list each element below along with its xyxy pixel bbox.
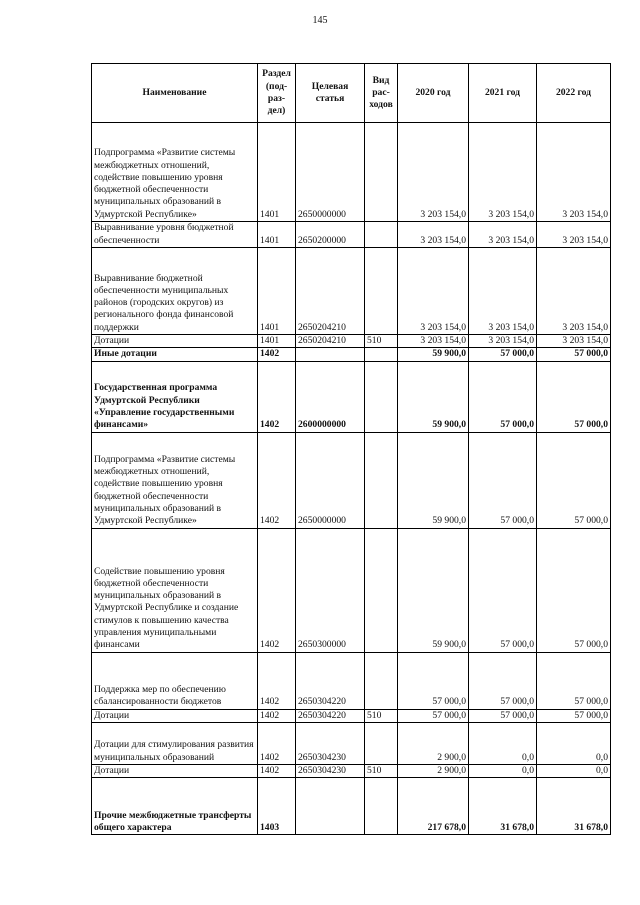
header-2020: 2020 год bbox=[398, 64, 469, 123]
row-2022: 57 000,0 bbox=[537, 348, 611, 361]
row-expense-type bbox=[365, 528, 398, 652]
row-expense-type: 510 bbox=[365, 335, 398, 348]
row-2022: 3 203 154,0 bbox=[537, 335, 611, 348]
row-2021: 57 000,0 bbox=[469, 361, 537, 432]
row-expense-type bbox=[365, 222, 398, 248]
table-row bbox=[92, 652, 611, 709]
row-target: 2650204210 bbox=[296, 248, 365, 335]
table-row bbox=[92, 432, 611, 528]
row-target: 2650204210 bbox=[296, 335, 365, 348]
row-name: Подпрограмма «Развитие системы межбюджетных отношений, содействие повышению уровня бюджетной обеспеченности муниципальных образований в Удмуртской Республике» bbox=[92, 123, 258, 222]
row-2020: 57 000,0 bbox=[398, 652, 469, 709]
row-section: 1402 bbox=[258, 348, 296, 361]
row-2022: 57 000,0 bbox=[537, 528, 611, 652]
row-2021: 0,0 bbox=[469, 764, 537, 777]
header-expense-type: Вид рас-ходов bbox=[365, 64, 398, 123]
row-name: Дотации bbox=[92, 709, 258, 722]
table-row bbox=[92, 764, 611, 777]
row-2022: 57 000,0 bbox=[537, 432, 611, 528]
header-2022: 2022 год bbox=[537, 64, 611, 123]
row-name: Прочие межбюджетные трансферты общего характера bbox=[92, 778, 258, 835]
row-target bbox=[296, 778, 365, 835]
table-row bbox=[92, 778, 611, 835]
row-2020: 59 900,0 bbox=[398, 348, 469, 361]
row-2022: 57 000,0 bbox=[537, 652, 611, 709]
row-name: Подпрограмма «Развитие системы межбюджетных отношений, содействие повышению уровня бюджетной обеспеченности муниципальных образований в Удмуртской Республике» bbox=[92, 432, 258, 528]
row-2022: 3 203 154,0 bbox=[537, 123, 611, 222]
row-2020: 59 900,0 bbox=[398, 361, 469, 432]
row-target: 2650304220 bbox=[296, 652, 365, 709]
row-section: 1401 bbox=[258, 248, 296, 335]
row-2021: 57 000,0 bbox=[469, 709, 537, 722]
row-expense-type bbox=[365, 652, 398, 709]
row-target: 2650000000 bbox=[296, 123, 365, 222]
row-section: 1402 bbox=[258, 432, 296, 528]
row-section: 1402 bbox=[258, 528, 296, 652]
row-2020: 3 203 154,0 bbox=[398, 222, 469, 248]
row-expense-type bbox=[365, 248, 398, 335]
row-2021: 0,0 bbox=[469, 722, 537, 764]
row-name: Дотации bbox=[92, 764, 258, 777]
row-2020: 2 900,0 bbox=[398, 764, 469, 777]
row-name: Дотации bbox=[92, 335, 258, 348]
row-2021: 3 203 154,0 bbox=[469, 335, 537, 348]
row-target: 2650304220 bbox=[296, 709, 365, 722]
row-target: 2650304230 bbox=[296, 764, 365, 777]
row-name: Выравнивание уровня бюджетной обеспеченности bbox=[92, 222, 258, 248]
row-expense-type bbox=[365, 722, 398, 764]
table-row bbox=[92, 335, 611, 348]
row-2020: 217 678,0 bbox=[398, 778, 469, 835]
row-2021: 3 203 154,0 bbox=[469, 123, 537, 222]
header-target: Целевая статья bbox=[296, 64, 365, 123]
row-2020: 3 203 154,0 bbox=[398, 123, 469, 222]
row-2022: 3 203 154,0 bbox=[537, 248, 611, 335]
row-2020: 59 900,0 bbox=[398, 528, 469, 652]
row-name: Поддержка мер по обеспечению сбалансированности бюджетов bbox=[92, 652, 258, 709]
row-name: Выравнивание бюджетной обеспеченности муниципальных районов (городских округов) из регионального фонда финансовой поддержки bbox=[92, 248, 258, 335]
row-name: Содействие повышению уровня бюджетной обеспеченности муниципальных образований в Удмуртской Республике и создание стимулов к повышению качества управления муниципальными финансами bbox=[92, 528, 258, 652]
row-target bbox=[296, 348, 365, 361]
row-2021: 57 000,0 bbox=[469, 432, 537, 528]
row-expense-type: 510 bbox=[365, 709, 398, 722]
row-section: 1402 bbox=[258, 361, 296, 432]
table-row bbox=[92, 123, 611, 222]
row-target: 2650304230 bbox=[296, 722, 365, 764]
row-2021: 3 203 154,0 bbox=[469, 222, 537, 248]
table-row bbox=[92, 722, 611, 764]
row-2022: 57 000,0 bbox=[537, 709, 611, 722]
row-2022: 57 000,0 bbox=[537, 361, 611, 432]
row-expense-type: 510 bbox=[365, 764, 398, 777]
row-target: 2650200000 bbox=[296, 222, 365, 248]
row-section: 1402 bbox=[258, 764, 296, 777]
table-header-row bbox=[92, 64, 611, 123]
row-section: 1402 bbox=[258, 722, 296, 764]
table-row bbox=[92, 248, 611, 335]
row-name: Дотации для стимулирования развития муниципальных образований bbox=[92, 722, 258, 764]
row-2022: 3 203 154,0 bbox=[537, 222, 611, 248]
row-expense-type bbox=[365, 348, 398, 361]
row-2020: 2 900,0 bbox=[398, 722, 469, 764]
row-expense-type bbox=[365, 432, 398, 528]
table-row bbox=[92, 222, 611, 248]
table-row bbox=[92, 348, 611, 361]
row-2020: 57 000,0 bbox=[398, 709, 469, 722]
row-2022: 0,0 bbox=[537, 764, 611, 777]
table-row bbox=[92, 528, 611, 652]
page-number: 145 bbox=[312, 15, 328, 26]
row-2022: 31 678,0 bbox=[537, 778, 611, 835]
table-row bbox=[92, 709, 611, 722]
header-2021: 2021 год bbox=[469, 64, 537, 123]
row-target: 2650300000 bbox=[296, 528, 365, 652]
header-name: Наименование bbox=[92, 64, 258, 123]
row-section: 1401 bbox=[258, 222, 296, 248]
row-2021: 3 203 154,0 bbox=[469, 248, 537, 335]
row-section: 1402 bbox=[258, 709, 296, 722]
row-2020: 3 203 154,0 bbox=[398, 335, 469, 348]
row-target: 2650000000 bbox=[296, 432, 365, 528]
row-section: 1402 bbox=[258, 652, 296, 709]
row-2022: 0,0 bbox=[537, 722, 611, 764]
table-row bbox=[92, 361, 611, 432]
row-2021: 57 000,0 bbox=[469, 652, 537, 709]
header-section: Раздел (под-раз-дел) bbox=[258, 64, 296, 123]
row-2021: 57 000,0 bbox=[469, 528, 537, 652]
row-target: 2600000000 bbox=[296, 361, 365, 432]
row-name: Иные дотации bbox=[92, 348, 258, 361]
row-section: 1403 bbox=[258, 778, 296, 835]
row-section: 1401 bbox=[258, 123, 296, 222]
budget-table bbox=[91, 63, 611, 835]
row-2021: 31 678,0 bbox=[469, 778, 537, 835]
table-body bbox=[92, 123, 611, 835]
row-expense-type bbox=[365, 778, 398, 835]
row-2021: 57 000,0 bbox=[469, 348, 537, 361]
row-name: Государственная программа Удмуртской Республики «Управление государственными финансами» bbox=[92, 361, 258, 432]
row-expense-type bbox=[365, 123, 398, 222]
row-2020: 3 203 154,0 bbox=[398, 248, 469, 335]
row-2020: 59 900,0 bbox=[398, 432, 469, 528]
row-section: 1401 bbox=[258, 335, 296, 348]
row-expense-type bbox=[365, 361, 398, 432]
